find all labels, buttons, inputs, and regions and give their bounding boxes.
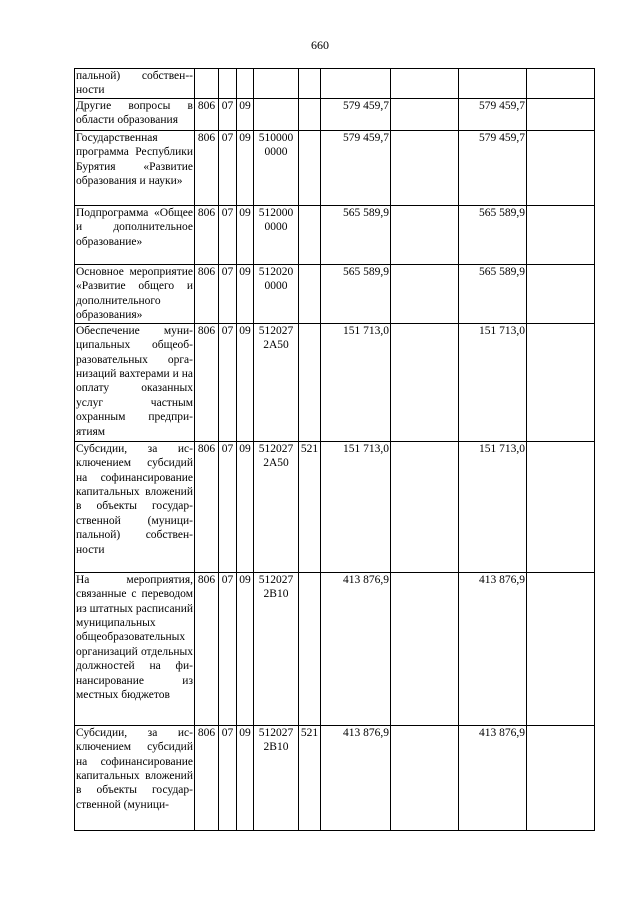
cell-name: Субсидии, за исключением субсидий на софинансирование капитальных вложений в объекты государственной (муниципальной) собственности bbox=[75, 441, 195, 572]
cell-subsection-code: 09 bbox=[237, 725, 254, 830]
table-row bbox=[75, 441, 595, 572]
page-number: 660 bbox=[311, 38, 329, 52]
cell-amount-1: 413 876,9 bbox=[321, 572, 391, 725]
target-code-text: 512027 2В10 bbox=[258, 726, 294, 754]
cell-amount-1: 151 713,0 bbox=[321, 323, 391, 441]
cell-amount-4 bbox=[527, 323, 595, 441]
target-code-text: 512000 0000 bbox=[258, 206, 294, 234]
cell-amount-2 bbox=[391, 130, 459, 205]
cell-ministry-code: 806 bbox=[195, 725, 219, 830]
cell-ministry-code: 806 bbox=[195, 130, 219, 205]
cell-target-code bbox=[254, 264, 299, 323]
cell-section-code: 07 bbox=[219, 98, 237, 130]
table-row bbox=[75, 572, 595, 725]
cell-target-code bbox=[254, 205, 299, 264]
cell-ministry-code: 806 bbox=[195, 98, 219, 130]
cell-subsection-code: 09 bbox=[237, 264, 254, 323]
cell-section-code bbox=[219, 69, 237, 99]
cell-target-code bbox=[254, 441, 299, 572]
table-row bbox=[75, 264, 595, 323]
cell-section-code: 07 bbox=[219, 572, 237, 725]
cell-subsection-code: 09 bbox=[237, 572, 254, 725]
table-row bbox=[75, 323, 595, 441]
cell-expense-type-code bbox=[299, 205, 321, 264]
target-code-text: 510000 0000 bbox=[258, 131, 294, 159]
table-row bbox=[75, 205, 595, 264]
cell-name: Государственная программа Республики Бурятия «Развитие образования и науки» bbox=[75, 130, 195, 205]
cell-expense-type-code bbox=[299, 572, 321, 725]
cell-amount-4 bbox=[527, 725, 595, 830]
cell-subsection-code: 09 bbox=[237, 205, 254, 264]
cell-subsection-code: 09 bbox=[237, 98, 254, 130]
cell-amount-1: 579 459,7 bbox=[321, 130, 391, 205]
cell-amount-3: 579 459,7 bbox=[459, 98, 527, 130]
cell-amount-2 bbox=[391, 264, 459, 323]
cell-subsection-code: 09 bbox=[237, 441, 254, 572]
cell-ministry-code: 806 bbox=[195, 441, 219, 572]
cell-target-code bbox=[254, 323, 299, 441]
cell-expense-type-code: 521 bbox=[299, 725, 321, 830]
cell-ministry-code: 806 bbox=[195, 572, 219, 725]
cell-amount-3: 151 713,0 bbox=[459, 441, 527, 572]
cell-expense-type-code bbox=[299, 323, 321, 441]
cell-amount-3: 413 876,9 bbox=[459, 572, 527, 725]
cell-expense-type-code bbox=[299, 69, 321, 99]
cell-name: пальной) собствен-ности bbox=[76, 70, 193, 97]
cell-ministry-code bbox=[195, 69, 219, 99]
cell-amount-1 bbox=[321, 69, 391, 99]
cell-amount-3 bbox=[459, 69, 527, 99]
cell-section-code: 07 bbox=[219, 441, 237, 572]
cell-ministry-code: 806 bbox=[195, 264, 219, 323]
cell-subsection-code: 09 bbox=[237, 323, 254, 441]
cell-amount-2 bbox=[391, 205, 459, 264]
cell-amount-3: 565 589,9 bbox=[459, 205, 527, 264]
target-code-text: 512027 2В10 bbox=[258, 573, 294, 601]
cell-amount-3: 579 459,7 bbox=[459, 130, 527, 205]
cell-amount-4 bbox=[527, 205, 595, 264]
cell-target-code bbox=[254, 69, 299, 99]
cell-name: Основное мероприятие «Развитие общего и дополнительного образования» bbox=[75, 264, 195, 323]
cell-amount-2 bbox=[391, 323, 459, 441]
cell-subsection-code: 09 bbox=[237, 130, 254, 205]
cell-section-code: 07 bbox=[219, 323, 237, 441]
cell-name: Субсидии, за исключением субсидий на софинансирование капитальных вложений в объекты государственной (муници- bbox=[75, 725, 195, 830]
cell-amount-4 bbox=[527, 69, 595, 99]
cell-name: Другие вопросы в области образования bbox=[75, 98, 195, 130]
cell-name: Подпрограмма «Общее и дополнительное образование» bbox=[75, 205, 195, 264]
cell-target-code bbox=[254, 572, 299, 725]
cell-amount-4 bbox=[527, 264, 595, 323]
table-row bbox=[75, 69, 595, 99]
cell-amount-4 bbox=[527, 441, 595, 572]
cell-section-code: 07 bbox=[219, 725, 237, 830]
cell-expense-type-code bbox=[299, 264, 321, 323]
cell-amount-3: 565 589,9 bbox=[459, 264, 527, 323]
table-row bbox=[75, 98, 595, 130]
cell-expense-type-code bbox=[299, 98, 321, 130]
cell-amount-3: 151 713,0 bbox=[459, 323, 527, 441]
cell-section-code: 07 bbox=[219, 130, 237, 205]
cell-section-code: 07 bbox=[219, 264, 237, 323]
cell-expense-type-code: 521 bbox=[299, 441, 321, 572]
cell-amount-1: 565 589,9 bbox=[321, 264, 391, 323]
table-row bbox=[75, 725, 595, 830]
cell-amount-2 bbox=[391, 572, 459, 725]
cell-amount-2 bbox=[391, 725, 459, 830]
cell-target-code bbox=[254, 98, 299, 130]
cell-amount-2 bbox=[391, 441, 459, 572]
cell-target-code bbox=[254, 130, 299, 205]
cell-subsection-code bbox=[237, 69, 254, 99]
cell-ministry-code: 806 bbox=[195, 323, 219, 441]
cell-ministry-code: 806 bbox=[195, 205, 219, 264]
cell-amount-2 bbox=[391, 98, 459, 130]
target-code-text: 512020 0000 bbox=[258, 265, 294, 293]
cell-target-code bbox=[254, 725, 299, 830]
table-row bbox=[75, 130, 595, 205]
cell-amount-4 bbox=[527, 130, 595, 205]
cell-amount-1: 565 589,9 bbox=[321, 205, 391, 264]
cell-amount-1: 579 459,7 bbox=[321, 98, 391, 130]
cell-amount-2 bbox=[391, 69, 459, 99]
cell-amount-4 bbox=[527, 98, 595, 130]
cell-name: Обеспечение муниципальных общеобразовательных организаций вахтерами и на оплату оказанных услуг частным охранным предприятиям bbox=[75, 323, 195, 441]
cell-amount-1: 413 876,9 bbox=[321, 725, 391, 830]
cell-name: На мероприятия, связанные с переводом из штатных расписаний муниципальных общеобразовательных организаций отдельных должностей на финансирование из местных бюджетов bbox=[75, 572, 195, 725]
cell-expense-type-code bbox=[299, 130, 321, 205]
cell-amount-4 bbox=[527, 572, 595, 725]
target-code-text: 512027 2А50 bbox=[258, 324, 294, 352]
cell-section-code: 07 bbox=[219, 205, 237, 264]
target-code-text: 512027 2А50 bbox=[258, 442, 294, 470]
budget-table bbox=[74, 68, 595, 831]
cell-amount-3: 413 876,9 bbox=[459, 725, 527, 830]
cell-amount-1: 151 713,0 bbox=[321, 441, 391, 572]
